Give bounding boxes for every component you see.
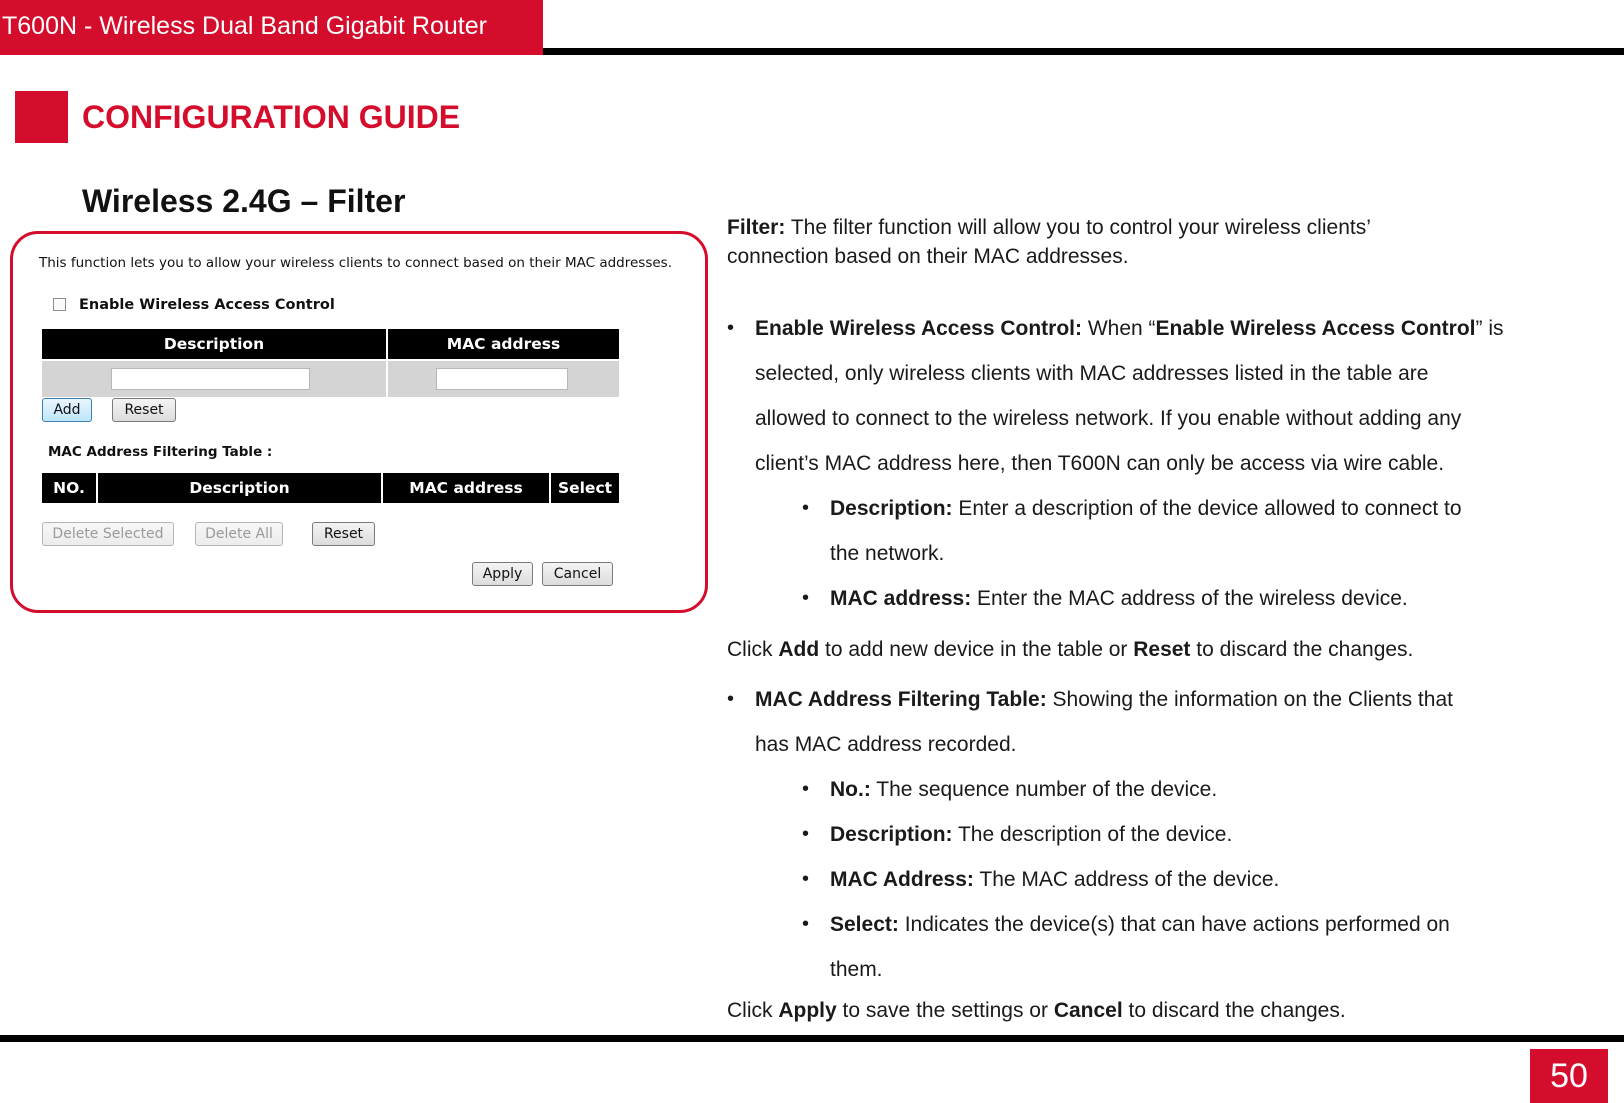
sub-desc2-term: Description: xyxy=(830,823,953,846)
click-apply-post: to discard the changes. xyxy=(1122,999,1346,1022)
click-add-b1: Add xyxy=(778,638,820,661)
sub-mac2-term: MAC Address: xyxy=(830,868,974,891)
sub-mac-text: Enter the MAC address of the wireless device. xyxy=(977,587,1408,610)
filter-desc-1: The filter function will allow you to control your wireless clients’ xyxy=(790,216,1371,239)
sub-mac2-text: The MAC address of the device. xyxy=(979,868,1280,891)
bullet: • xyxy=(802,778,810,800)
ewac-quoted: Enable Wireless Access Control xyxy=(1155,317,1476,340)
cancel-button[interactable]: Cancel xyxy=(542,562,613,586)
click-add-b2: Reset xyxy=(1133,638,1191,661)
delete-all-button[interactable]: Delete All xyxy=(195,522,283,546)
input-header-mac: MAC address xyxy=(388,329,619,359)
enable-access-control-label: Enable Wireless Access Control xyxy=(79,297,335,313)
add-button[interactable]: Add xyxy=(42,398,92,422)
ewac-pre: When “ xyxy=(1087,317,1156,340)
filter-intro-line-2: connection based on their MAC addresses. xyxy=(727,245,1129,268)
bullet: • xyxy=(727,317,735,339)
bullet: • xyxy=(802,913,810,935)
filter-intro-line-1 xyxy=(727,213,1371,243)
sub-mac2-line xyxy=(830,865,1279,895)
ewac-line-1 xyxy=(755,314,1504,344)
apply-button[interactable]: Apply xyxy=(472,562,533,586)
sub-description-text: Enter a description of the device allowed to connect to xyxy=(958,497,1462,520)
sub-no-line xyxy=(830,775,1217,805)
table-item-line-1 xyxy=(755,685,1453,715)
click-add-mid: to add new device in the table or xyxy=(819,638,1134,661)
delete-selected-button[interactable]: Delete Selected xyxy=(42,522,174,546)
reset-table-button[interactable]: Reset xyxy=(312,522,375,546)
bullet: • xyxy=(802,587,810,609)
filter-header-no: NO. xyxy=(42,473,96,503)
bottom-rule xyxy=(0,1035,1624,1042)
click-add-post: to discard the changes. xyxy=(1190,638,1414,661)
ewac-line-3: allowed to connect to the wireless network. If you enable without adding any xyxy=(755,407,1462,430)
sub-select-line-1 xyxy=(830,910,1450,940)
bullet: • xyxy=(727,688,735,710)
click-apply-line xyxy=(727,996,1346,1026)
document-title: T600N - Wireless Dual Band Gigabit Router xyxy=(0,0,543,55)
filter-header-mac: MAC address xyxy=(383,473,549,503)
click-apply-pre: Click xyxy=(727,999,779,1022)
bullet: • xyxy=(802,868,810,890)
bullet: • xyxy=(802,823,810,845)
ewac-line-2: selected, only wireless clients with MAC addresses listed in the table are xyxy=(755,362,1429,385)
bullet: • xyxy=(802,497,810,519)
sub-select-line-2: them. xyxy=(830,958,883,981)
guide-title: CONFIGURATION GUIDE xyxy=(82,99,461,135)
click-apply-b2: Cancel xyxy=(1053,999,1123,1022)
filter-term: Filter: xyxy=(727,216,786,239)
filter-header-description: Description xyxy=(98,473,381,503)
section-title: Wireless 2.4G – Filter xyxy=(82,183,406,219)
table-item-line-2: has MAC address recorded. xyxy=(755,733,1017,756)
sub-mac-term: MAC address: xyxy=(830,587,972,610)
sub-select-term: Select: xyxy=(830,913,899,936)
click-apply-mid: to save the settings or xyxy=(836,999,1054,1022)
input-header-description: Description xyxy=(42,329,386,359)
top-rule xyxy=(543,48,1624,55)
sub-description-line-2: the network. xyxy=(830,542,945,565)
click-add-line xyxy=(727,635,1413,665)
input-row-mac-cell xyxy=(388,361,619,397)
ewac-term: Enable Wireless Access Control: xyxy=(755,317,1082,340)
guide-square-marker xyxy=(15,91,68,143)
sub-no-text: The sequence number of the device. xyxy=(876,778,1218,801)
sub-description-line-1 xyxy=(830,494,1462,524)
filter-screenshot-panel xyxy=(10,231,708,613)
sub-select-text: Indicates the device(s) that can have actions performed on xyxy=(904,913,1450,936)
table-item-term: MAC Address Filtering Table: xyxy=(755,688,1047,711)
click-apply-b1: Apply xyxy=(778,999,837,1022)
filter-table-title: MAC Address Filtering Table : xyxy=(48,444,273,460)
sub-desc2-text: The description of the device. xyxy=(957,823,1233,846)
mac-address-input[interactable] xyxy=(436,368,568,390)
filter-header-select: Select xyxy=(551,473,619,503)
panel-intro: This function lets you to allow your wireless clients to connect based on their MAC addresses. xyxy=(39,255,672,271)
click-add-pre: Click xyxy=(727,638,779,661)
ewac-post: ” is xyxy=(1475,317,1504,340)
ewac-line-4: client’s MAC address here, then T600N can only be access via wire cable. xyxy=(755,452,1445,475)
sub-no-term: No.: xyxy=(830,778,871,801)
enable-access-control-checkbox[interactable] xyxy=(53,298,66,311)
table-item-text: Showing the information on the Clients that xyxy=(1052,688,1453,711)
page-number: 50 xyxy=(1530,1049,1608,1103)
sub-desc2-line xyxy=(830,820,1232,850)
input-row-description-cell xyxy=(42,361,386,397)
sub-description-term: Description: xyxy=(830,497,953,520)
sub-mac-line xyxy=(830,584,1408,614)
description-input[interactable] xyxy=(111,368,310,390)
reset-button[interactable]: Reset xyxy=(112,398,176,422)
